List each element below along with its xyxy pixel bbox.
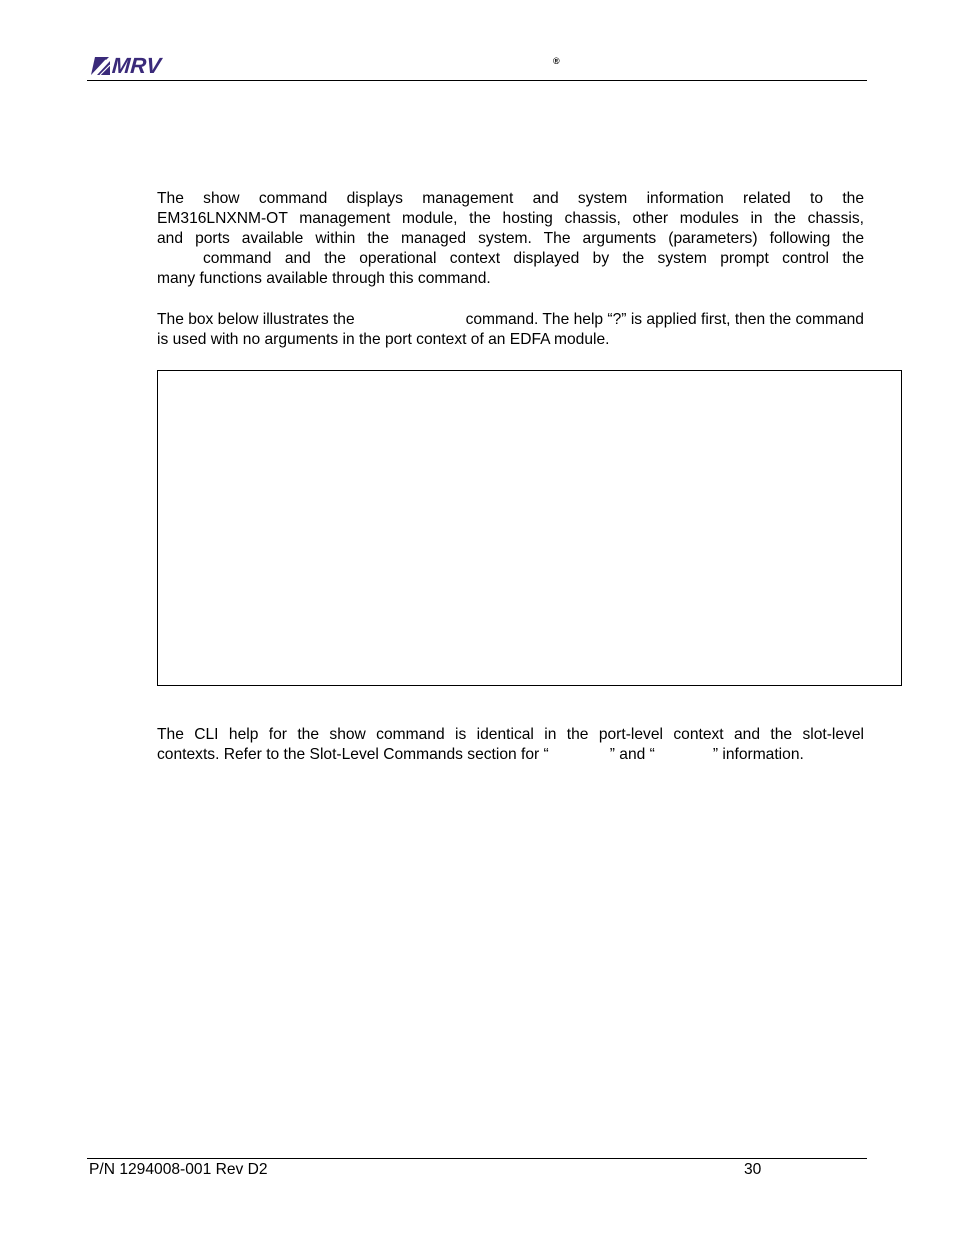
p2-line-1-a: The box below illustrates the (157, 311, 355, 328)
registered-mark: ® (553, 56, 560, 66)
p1-line-3: and ports available within the managed system. The arguments (parameters) following the (157, 230, 864, 247)
logo-wordmark: MRV (111, 53, 162, 78)
p3-line-2 (157, 745, 864, 765)
p1-line-4-text: command and the operational context displayed by the system prompt control the (203, 250, 864, 267)
p3-line-1: The CLI help for the show command is identical in the port-level context and the slot-level (157, 726, 864, 743)
page-number: 30 (744, 1161, 762, 1178)
p1-line-1: The show command displays management and system information related to the (157, 190, 864, 207)
p3-line-2-a: contexts. Refer to the Slot-Level Commands section for “ (157, 746, 549, 763)
p2-line-1-b: command. The help “?” is applied first, then the command (465, 311, 864, 328)
page-footer (87, 1158, 867, 1181)
paragraph-show-intro (157, 189, 864, 289)
omitted-keyword-gap (157, 249, 203, 269)
p1-line-5: many functions available through this command. (157, 270, 491, 287)
paragraph-cli-help (157, 725, 864, 765)
p3-line-2-c: ” information. (712, 746, 804, 763)
page-header (87, 52, 867, 81)
p2-line-2: is used with no arguments in the port context of an EDFA module. (157, 331, 610, 348)
p1-line-2: EM316LNXNM-OT management module, the hosting chassis, other modules in the chassis, (157, 210, 864, 227)
p3-line-2-b: ” and “ (609, 746, 655, 763)
mrv-logo (89, 55, 161, 77)
paragraph-box-intro (157, 310, 864, 350)
p1-line-4 (157, 249, 864, 269)
cli-output-box (157, 370, 902, 686)
part-number: P/N 1294008-001 Rev D2 (89, 1161, 268, 1178)
omitted-keyword-gap (385, 310, 435, 330)
p2-line-1 (157, 310, 864, 330)
mrv-stripes-icon (89, 56, 111, 76)
